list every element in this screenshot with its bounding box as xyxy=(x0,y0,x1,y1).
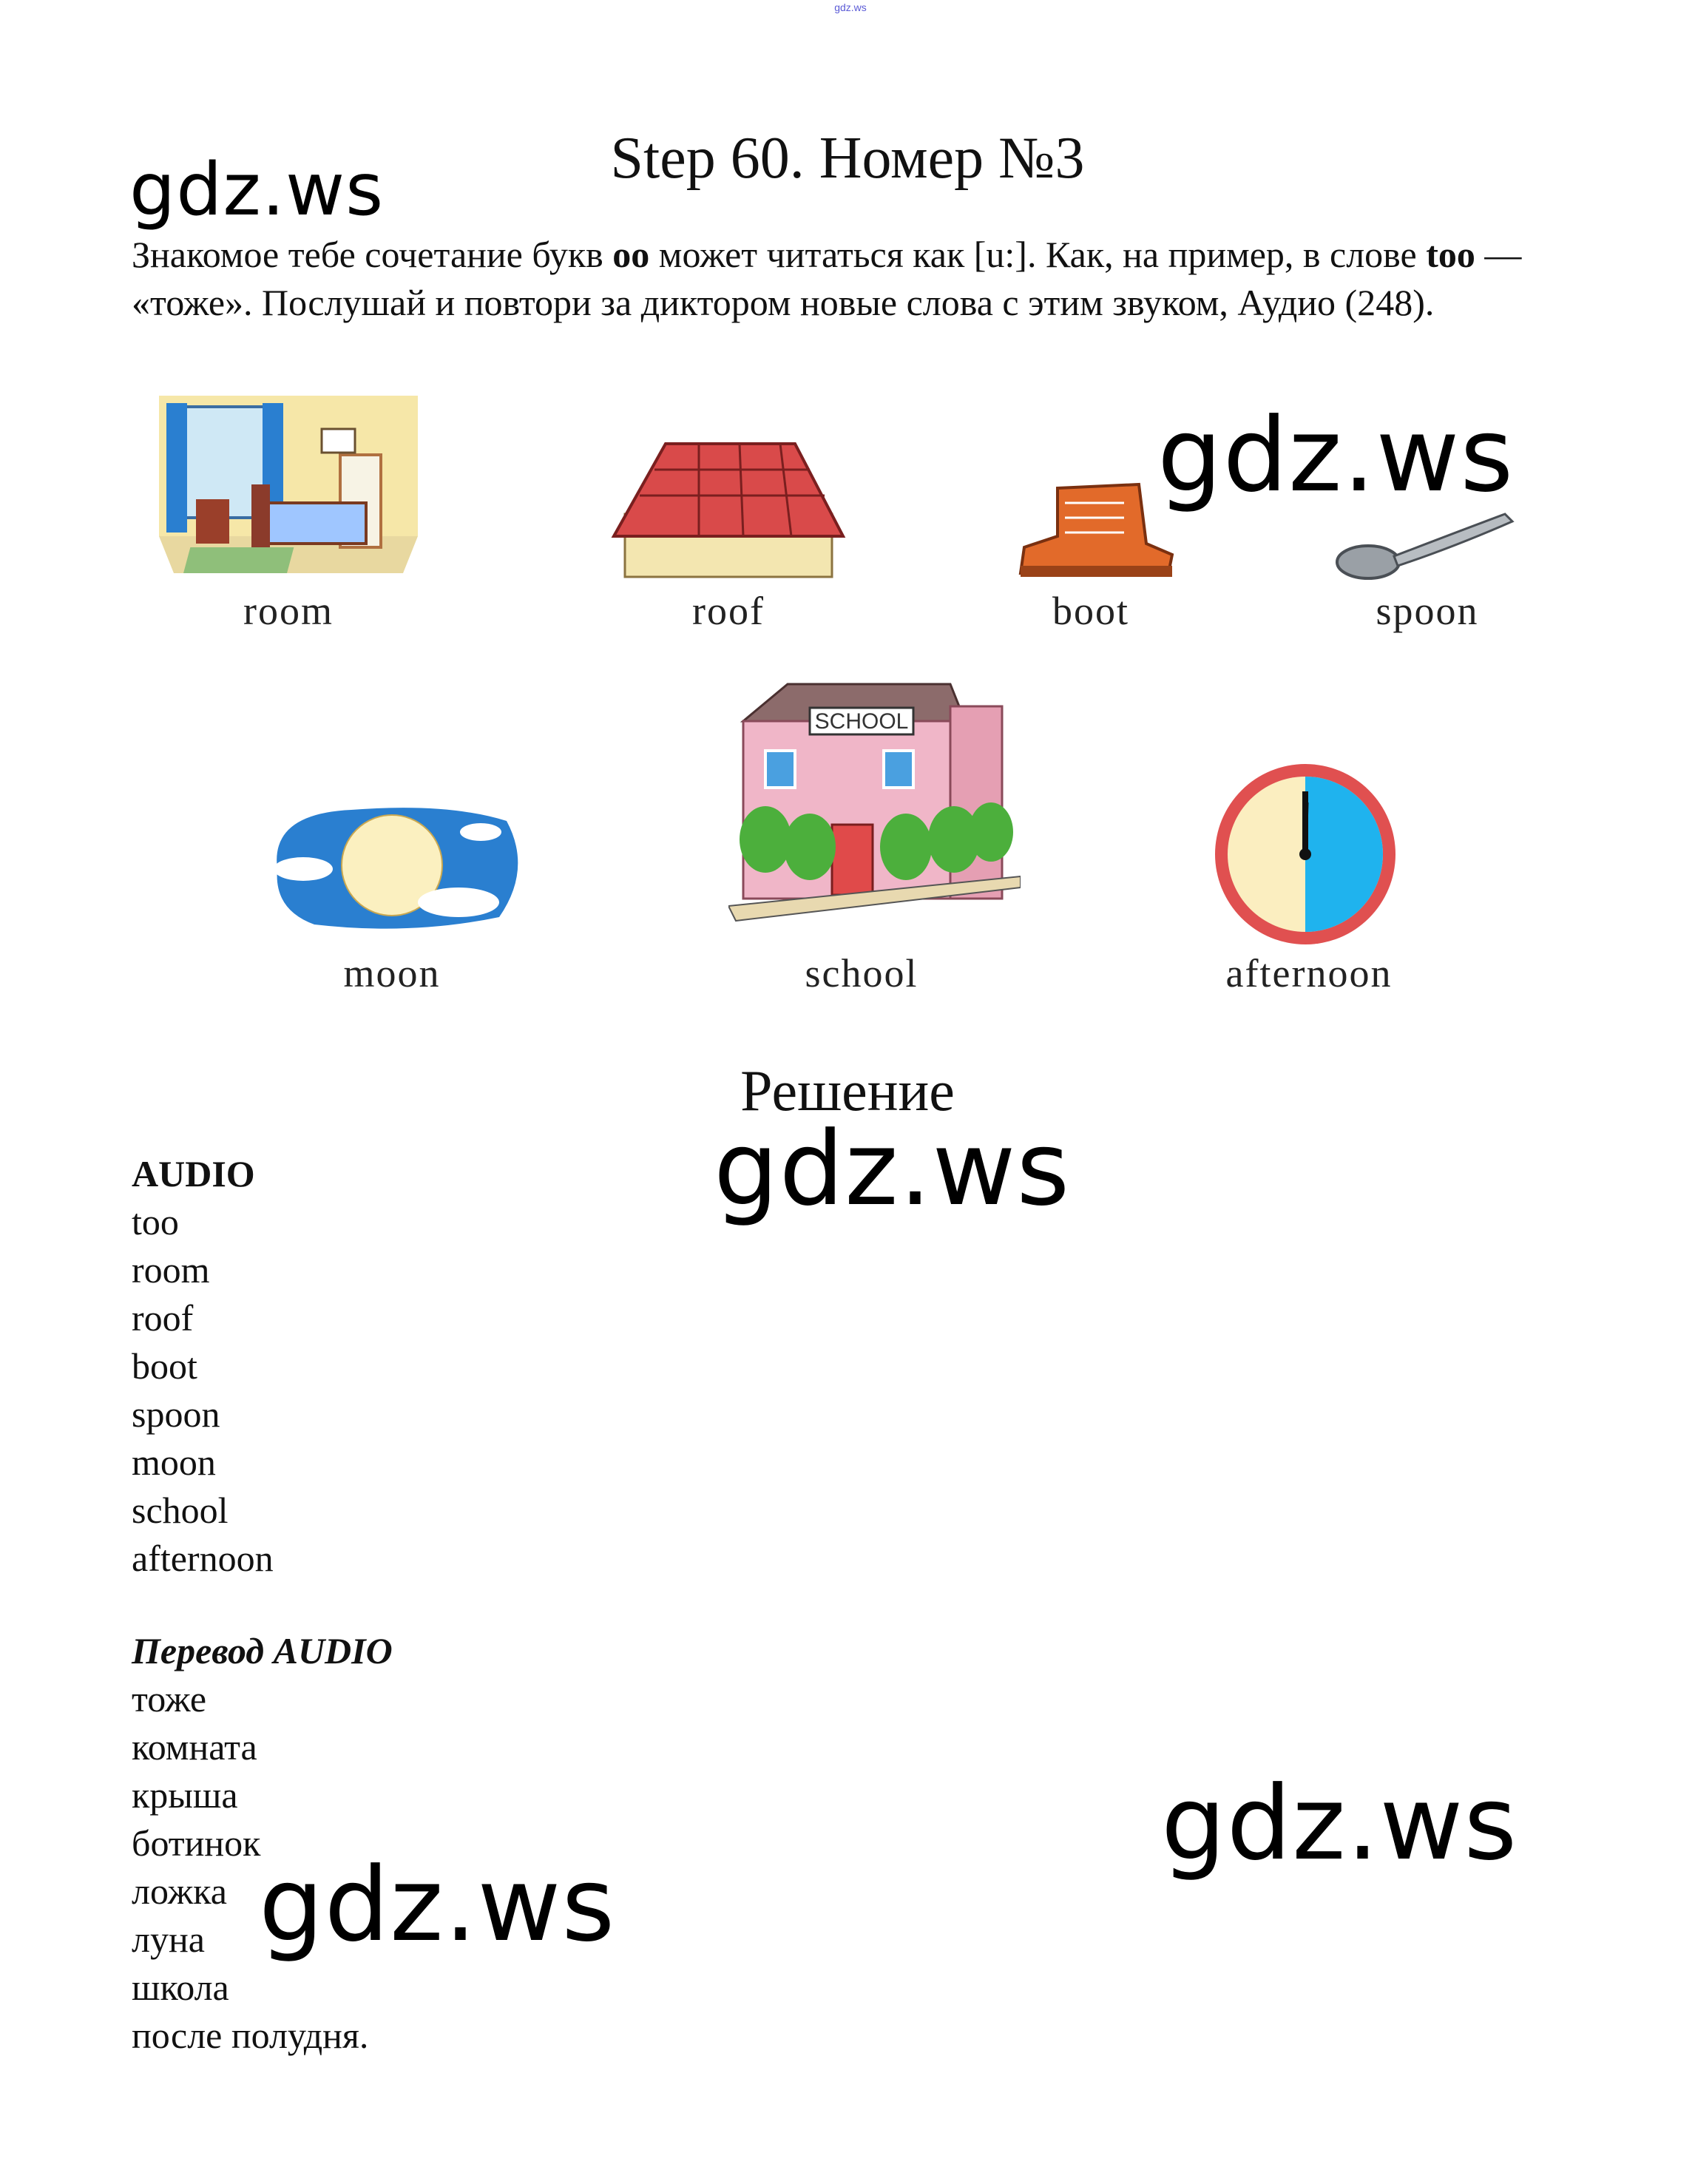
boot-illustration xyxy=(1013,473,1176,584)
translation-word: ботинок xyxy=(132,1822,261,1864)
top-watermark: gdz.ws xyxy=(834,1,867,13)
watermark-bottom-right: gdz.ws xyxy=(1161,1764,1518,1883)
afternoon-caption: afternoon xyxy=(1225,951,1393,995)
page-title: Step 60. Номер №3 xyxy=(610,126,1085,191)
solution-title: Решение xyxy=(740,1058,955,1123)
watermark-right-1: gdz.ws xyxy=(1157,396,1515,515)
school-caption: school xyxy=(805,951,918,995)
audio-word: room xyxy=(132,1249,210,1291)
audio-word: afternoon xyxy=(132,1538,274,1579)
audio-word: spoon xyxy=(132,1393,220,1435)
translation-word: крыша xyxy=(132,1774,238,1816)
roof-caption: roof xyxy=(692,589,765,633)
audio-word: moon xyxy=(132,1441,216,1483)
audio-word: roof xyxy=(132,1297,194,1339)
moon-caption: moon xyxy=(343,951,441,995)
translation-word: после полудня. xyxy=(132,2015,369,2056)
roof-illustration xyxy=(610,433,847,581)
intro-bold-oo: oo xyxy=(612,234,650,275)
watermark-top-left: gdz.ws xyxy=(129,148,385,232)
audio-word: too xyxy=(132,1201,179,1243)
spoon-illustration xyxy=(1335,503,1520,584)
room-illustration xyxy=(152,388,425,584)
translation-word: луна xyxy=(132,1918,205,1960)
boot-caption: boot xyxy=(1052,589,1129,633)
audio-heading: AUDIO xyxy=(132,1153,255,1194)
intro-bold-too: too xyxy=(1426,234,1475,275)
watermark-bottom-left: gdz.ws xyxy=(259,1845,616,1964)
translation-section xyxy=(132,1627,393,2060)
moon-illustration xyxy=(263,799,532,936)
room-caption: room xyxy=(243,589,334,633)
watermark-center: gdz.ws xyxy=(714,1109,1071,1228)
translation-word: школа xyxy=(132,1967,229,2008)
audio-word: boot xyxy=(132,1345,197,1387)
intro-part2: может читаться как [u:]. Как, на пример, в слове xyxy=(649,234,1427,275)
clock-illustration xyxy=(1209,758,1401,950)
translation-word: комната xyxy=(132,1726,257,1768)
translation-word: ложка xyxy=(132,1870,227,1912)
school-sign: SCHOOL xyxy=(814,709,909,734)
translation-word: тоже xyxy=(132,1678,207,1720)
intro-part1: Знакомое тебе сочетание букв xyxy=(132,234,613,275)
school-illustration xyxy=(728,662,1021,936)
audio-section xyxy=(132,1150,274,1583)
intro-part3: — «тоже». Послушай и повтори за диктором новые слова с этим звуком, Аудио (248). xyxy=(132,234,1522,323)
translation-heading: Перевод AUDIO xyxy=(132,1630,393,1671)
audio-word: school xyxy=(132,1490,229,1531)
spoon-caption: spoon xyxy=(1376,589,1479,633)
intro-text xyxy=(132,231,1537,327)
